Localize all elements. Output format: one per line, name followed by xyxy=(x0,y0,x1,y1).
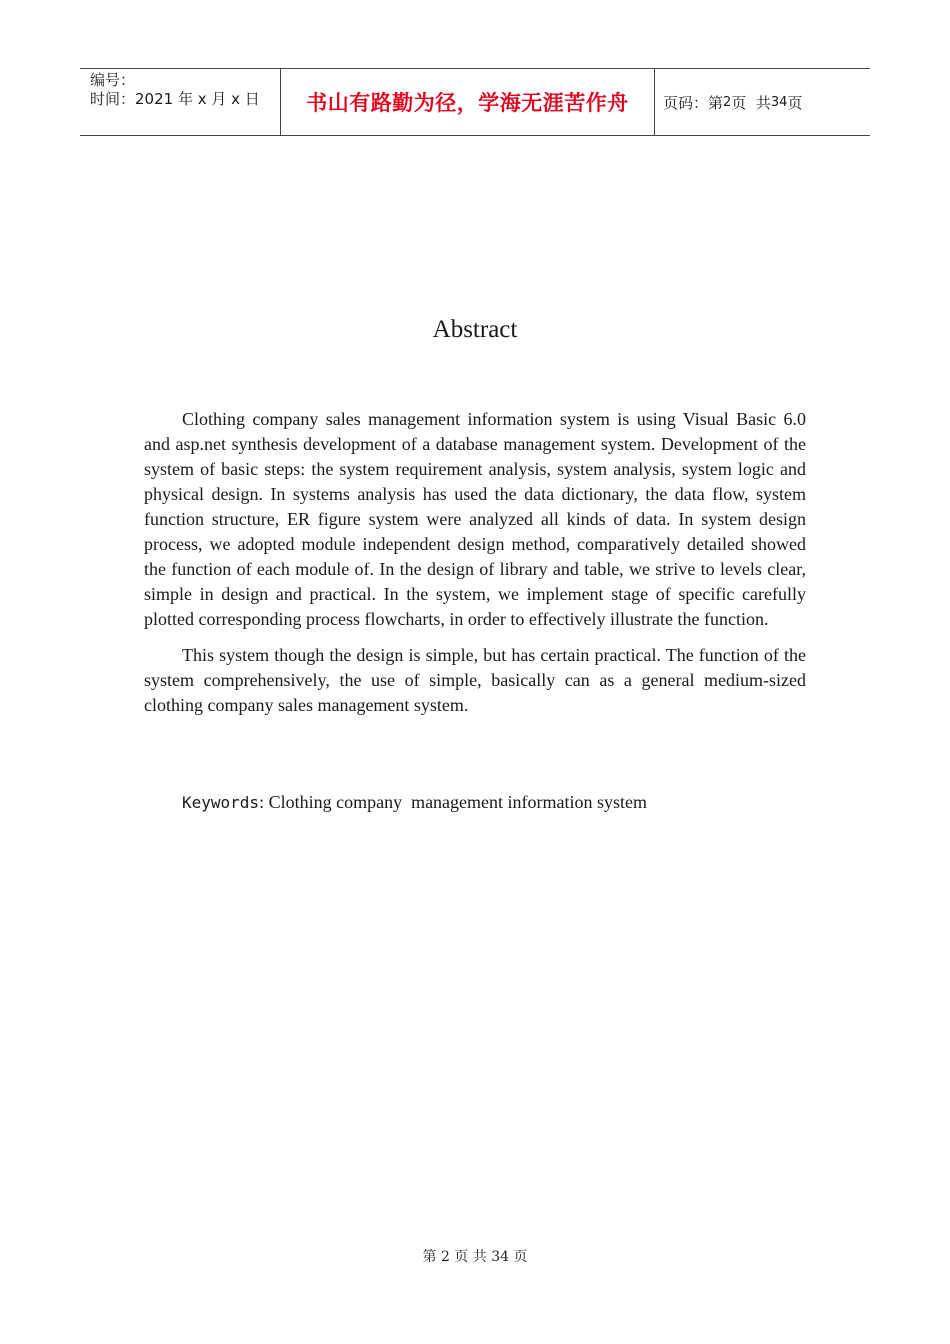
header-motto: 书山有路勤为径，学海无涯苦作舟 xyxy=(281,69,655,135)
keywords-separator: : xyxy=(259,792,269,812)
page-header xyxy=(80,68,870,136)
abstract-body xyxy=(144,407,806,718)
keywords-line xyxy=(182,792,647,813)
abstract-paragraph: Clothing company sales management information system is using Visual Basic 6.0 and asp.net synthesis development of a database management system. Development of the system of basic steps: the system requirement analysis, system analysis, system logic and physical design. In systems analysis has used the data dictionary, the data flow, system function structure, ER figure system were analyzed all kinds of data. In system design process, we adopted module independent design method, comparatively detailed showed the function of each module of. In the design of library and table, we strive to levels clear, simple in design and practical. In the system, we implement stage of specific carefully plotted corresponding process flowcharts, in order to effectively illustrate the function. xyxy=(144,409,806,629)
header-page-prefix: 页码：第 xyxy=(663,93,724,112)
keywords-label: Keywords xyxy=(182,793,260,812)
document-title: Abstract xyxy=(432,316,518,343)
header-page-suffix: 页 xyxy=(787,93,803,112)
header-time-label: 时间：2021 年 x 月 x 日 xyxy=(90,90,260,108)
header-number-label: 编号： xyxy=(90,71,136,89)
header-page-current: 2 xyxy=(723,94,732,110)
header-page-total: 34 xyxy=(770,94,788,110)
page-footer: 第 2 页 共 34 页 xyxy=(422,1249,528,1265)
header-meta-cell xyxy=(80,69,281,135)
header-page-info xyxy=(655,69,870,135)
abstract-paragraph: This system though the design is simple, but has certain practical. The function of the system comprehensively, the use of simple, basically can as a general medium-sized clothing company sales management system. xyxy=(144,645,806,715)
header-page-mid: 页 共 xyxy=(731,93,771,112)
keywords-value: Clothing company management information system xyxy=(268,792,648,812)
